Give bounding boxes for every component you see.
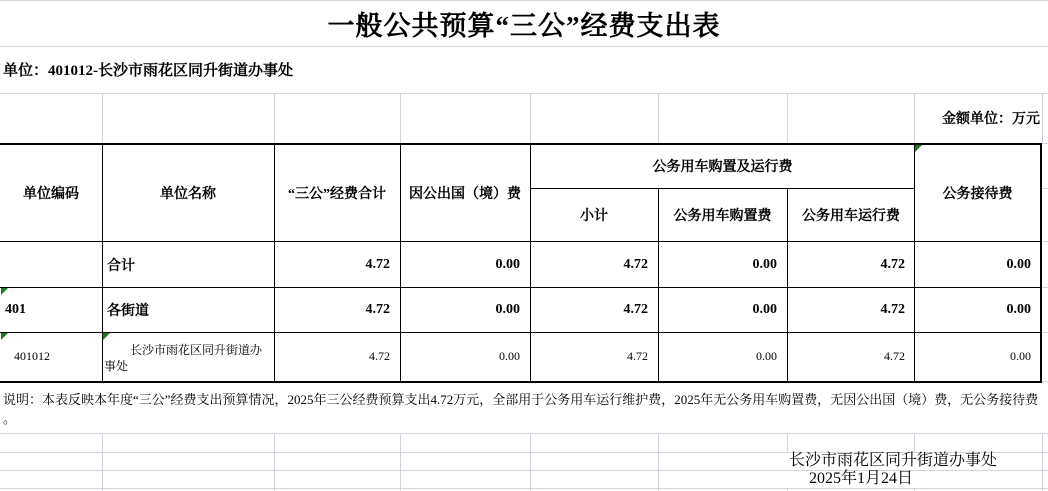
gridline [1042,332,1048,333]
cell-unit-name[interactable]: 各街道 [107,303,149,319]
footer-date[interactable]: 2025年1月24日 [809,470,914,487]
header-sangong-total[interactable]: “三公”经费合计 [288,187,386,202]
gridline [400,94,401,143]
note-text[interactable]: 说明：本表反映本年度“三公”经费支出预算情况，2025年三公经费预算支出4.72万元，全部用于公务用车运行维护费，2025年无公务用车购置费，无因公出国（境）费，无公务接待费 。 [3,392,1039,426]
gridline [1042,143,1048,144]
comment-flag-icon [103,333,110,340]
cell-sangong-total[interactable]: 4.72 [365,256,390,272]
cell-abroad[interactable]: 0.00 [499,349,520,363]
gridline [400,433,401,491]
gridline [274,433,275,491]
gridline [1042,241,1048,242]
gridline [658,94,659,143]
gridline [102,433,103,491]
footer-org[interactable]: 长沙市雨花区同升街道办事处 [789,452,998,469]
header-abroad-fee[interactable]: 因公出国（境）费 [409,187,521,202]
cell-veh-subtotal[interactable]: 4.72 [623,301,648,317]
gridline [530,94,531,143]
comment-flag-icon [915,145,922,152]
cell-veh-operation[interactable]: 4.72 [884,349,905,363]
cell-sangong-total[interactable]: 4.72 [365,301,390,317]
cell-sangong-total[interactable]: 4.72 [369,349,390,363]
gridline [530,433,531,491]
amount-unit-label[interactable]: 金额单位：万元 [942,112,1040,127]
cell-reception[interactable]: 0.00 [1006,301,1031,317]
cell-veh-purchase[interactable]: 0.00 [756,349,777,363]
header-reception-fee[interactable]: 公务接待费 [942,187,1013,202]
cell-unit-code[interactable]: 401 [5,301,26,317]
cell-unit-code[interactable]: 401012 [14,349,50,363]
cell-veh-operation[interactable]: 4.72 [880,301,905,317]
gridline [1042,433,1043,491]
cell-veh-subtotal[interactable]: 4.72 [623,256,648,272]
gridline [1042,188,1048,189]
cell-veh-purchase[interactable]: 0.00 [752,256,777,272]
cell-unit-name[interactable]: 长沙市雨花区同升街道办事处 [104,343,263,373]
gridline [274,94,275,143]
gridline [914,94,915,143]
header-vehicle-group[interactable]: 公务用车购置及运行费 [652,160,793,175]
header-vehicle-purchase[interactable]: 公务用车购置费 [673,209,772,224]
cell-name-total-row[interactable]: 合计 [107,258,135,274]
gridline [1042,94,1043,143]
header-vehicle-operation[interactable]: 公务用车运行费 [802,209,900,224]
header-vehicle-subtotal[interactable]: 小计 [580,209,608,224]
gridline [1042,381,1048,382]
gridline [102,94,103,143]
gridline [0,93,1048,94]
header-unit-code[interactable]: 单位编码 [23,187,79,202]
cell-abroad[interactable]: 0.00 [495,301,520,317]
gridline [0,488,1048,489]
cell-reception[interactable]: 0.00 [1006,256,1031,272]
cell-veh-purchase[interactable]: 0.00 [752,301,777,317]
report-title[interactable]: 一般公共预算“三公”经费支出表 [327,10,721,41]
gridline [787,433,788,452]
gridline [1042,287,1048,288]
header-unit-name[interactable]: 单位名称 [160,187,216,202]
gridline [787,94,788,143]
cell-abroad[interactable]: 0.00 [495,256,520,272]
gridline [0,433,1048,434]
cell-reception[interactable]: 0.00 [1010,349,1031,363]
table-line [0,241,1042,242]
unit-label[interactable]: 单位：401012-长沙市雨花区同升街道办事处 [3,63,293,79]
gridline [914,433,915,452]
table-border-right [1040,143,1042,383]
comment-flag-icon [1,288,8,295]
cell-veh-subtotal[interactable]: 4.72 [627,349,648,363]
cell-veh-operation[interactable]: 4.72 [880,256,905,272]
gridline [658,433,659,491]
comment-flag-icon [1,333,8,340]
